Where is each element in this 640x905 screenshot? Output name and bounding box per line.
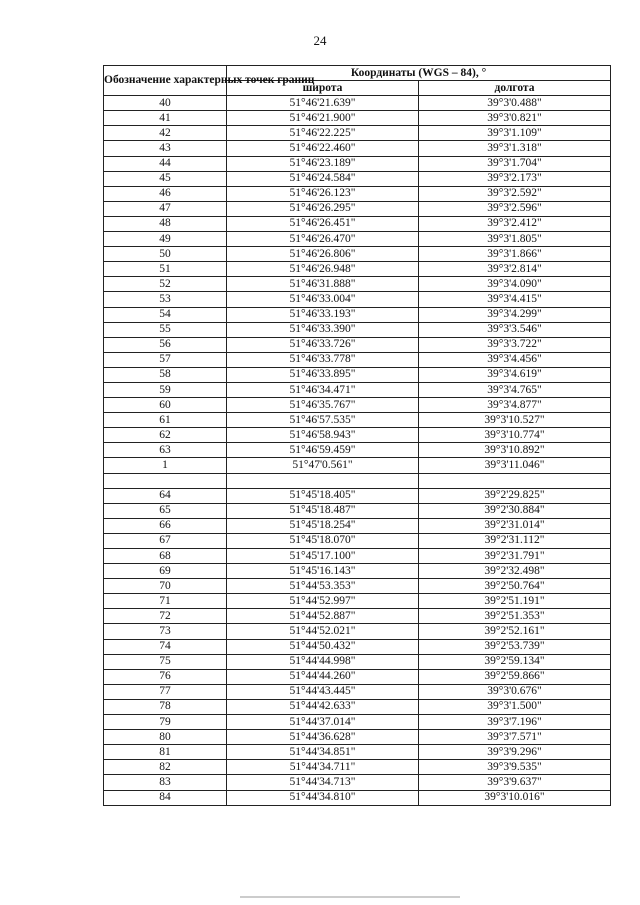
longitude-cell: 39°3'10.016": [419, 790, 611, 805]
table-row: [104, 186, 611, 201]
point-number-cell: 80: [104, 730, 227, 745]
latitude-cell: 51°44'34.713": [227, 775, 419, 790]
table-row: [104, 790, 611, 805]
latitude-cell: 51°46'35.767": [227, 398, 419, 413]
table-spacer: [104, 473, 611, 488]
table-row: [104, 413, 611, 428]
latitude-cell: 51°45'16.143": [227, 564, 419, 579]
table-row: [104, 277, 611, 292]
longitude-cell: 39°2'59.134": [419, 654, 611, 669]
latitude-cell: 51°45'18.405": [227, 488, 419, 503]
longitude-cell: 39°2'50.764": [419, 579, 611, 594]
point-number-cell: 67: [104, 533, 227, 548]
point-number-cell: 79: [104, 715, 227, 730]
latitude-cell: 51°46'33.390": [227, 322, 419, 337]
latitude-cell: 51°45'18.487": [227, 503, 419, 518]
longitude-cell: 39°2'59.866": [419, 669, 611, 684]
table-row: [104, 760, 611, 775]
table-row: [104, 594, 611, 609]
longitude-cell: 39°3'2.814": [419, 262, 611, 277]
point-number-cell: 78: [104, 699, 227, 714]
table-row: [104, 171, 611, 186]
longitude-cell: 39°3'3.546": [419, 322, 611, 337]
point-number-cell: 64: [104, 488, 227, 503]
column-header-longitude: долгота: [419, 81, 611, 96]
point-number-cell: 82: [104, 760, 227, 775]
longitude-cell: 39°3'1.805": [419, 232, 611, 247]
point-number-cell: 83: [104, 775, 227, 790]
table-row: [104, 232, 611, 247]
longitude-cell: 39°3'4.877": [419, 398, 611, 413]
point-number-cell: 72: [104, 609, 227, 624]
point-number-cell: 50: [104, 247, 227, 262]
latitude-cell: 51°44'42.633": [227, 699, 419, 714]
longitude-cell: 39°3'9.637": [419, 775, 611, 790]
latitude-cell: 51°45'18.254": [227, 518, 419, 533]
point-number-cell: 77: [104, 684, 227, 699]
table-row: [104, 745, 611, 760]
point-number-cell: 45: [104, 171, 227, 186]
point-number-cell: 58: [104, 367, 227, 382]
latitude-cell: 51°46'26.295": [227, 201, 419, 216]
longitude-cell: 39°3'2.596": [419, 201, 611, 216]
latitude-cell: 51°44'44.260": [227, 669, 419, 684]
longitude-cell: 39°3'4.619": [419, 367, 611, 382]
table-row: [104, 639, 611, 654]
latitude-cell: 51°46'33.895": [227, 367, 419, 382]
longitude-cell: 39°2'31.112": [419, 533, 611, 548]
point-number-cell: 73: [104, 624, 227, 639]
table-row: [104, 141, 611, 156]
table-row: [104, 156, 611, 171]
point-number-cell: 81: [104, 745, 227, 760]
table-row: [104, 715, 611, 730]
longitude-cell: 39°3'1.704": [419, 156, 611, 171]
point-number-cell: 40: [104, 96, 227, 111]
point-number-cell: 46: [104, 186, 227, 201]
table-row: [104, 96, 611, 111]
latitude-cell: 51°46'33.193": [227, 307, 419, 322]
point-number-cell: 54: [104, 307, 227, 322]
table-row: [104, 624, 611, 639]
table-row: [104, 518, 611, 533]
point-number-cell: 42: [104, 126, 227, 141]
table-row: [104, 684, 611, 699]
latitude-cell: 51°46'33.778": [227, 352, 419, 367]
longitude-cell: 39°3'2.412": [419, 216, 611, 231]
longitude-cell: 39°3'4.415": [419, 292, 611, 307]
longitude-cell: 39°2'31.014": [419, 518, 611, 533]
latitude-cell: 51°44'37.014": [227, 715, 419, 730]
empty-cell: [104, 473, 227, 488]
longitude-cell: 39°3'10.892": [419, 443, 611, 458]
table-row: [104, 699, 611, 714]
longitude-cell: 39°2'51.191": [419, 594, 611, 609]
longitude-cell: 39°3'1.500": [419, 699, 611, 714]
latitude-cell: 51°44'43.445": [227, 684, 419, 699]
column-header-point: Обозначение характерных точек границ: [104, 66, 227, 96]
latitude-cell: 51°47'0.561": [227, 458, 419, 473]
latitude-cell: 51°45'18.070": [227, 533, 419, 548]
table-row: [104, 307, 611, 322]
longitude-cell: 39°2'32.498": [419, 564, 611, 579]
latitude-cell: 51°44'52.021": [227, 624, 419, 639]
table-row: [104, 533, 611, 548]
point-number-cell: 53: [104, 292, 227, 307]
table-row: [104, 382, 611, 397]
point-number-cell: 75: [104, 654, 227, 669]
table-row: [104, 775, 611, 790]
latitude-cell: 51°46'26.948": [227, 262, 419, 277]
longitude-cell: 39°3'1.318": [419, 141, 611, 156]
point-number-cell: 47: [104, 201, 227, 216]
point-number-cell: 41: [104, 111, 227, 126]
point-number-cell: 57: [104, 352, 227, 367]
point-number-cell: 60: [104, 398, 227, 413]
latitude-cell: 51°44'34.851": [227, 745, 419, 760]
latitude-cell: 51°46'57.535": [227, 413, 419, 428]
latitude-cell: 51°46'22.225": [227, 126, 419, 141]
longitude-cell: 39°3'10.774": [419, 428, 611, 443]
table-row: [104, 352, 611, 367]
longitude-cell: 39°3'0.488": [419, 96, 611, 111]
latitude-cell: 51°46'59.459": [227, 443, 419, 458]
point-number-cell: 1: [104, 458, 227, 473]
point-number-cell: 66: [104, 518, 227, 533]
table-row: [104, 216, 611, 231]
point-number-cell: 71: [104, 594, 227, 609]
latitude-cell: 51°44'34.711": [227, 760, 419, 775]
table-row: [104, 398, 611, 413]
latitude-cell: 51°46'26.123": [227, 186, 419, 201]
latitude-cell: 51°44'36.628": [227, 730, 419, 745]
longitude-cell: 39°3'7.571": [419, 730, 611, 745]
point-number-cell: 55: [104, 322, 227, 337]
table-row: [104, 428, 611, 443]
longitude-cell: 39°2'30.884": [419, 503, 611, 518]
latitude-cell: 51°44'52.997": [227, 594, 419, 609]
latitude-cell: 51°46'23.189": [227, 156, 419, 171]
point-number-cell: 43: [104, 141, 227, 156]
table-row: [104, 564, 611, 579]
point-number-cell: 44: [104, 156, 227, 171]
table-body-section-b: [104, 488, 611, 805]
longitude-cell: 39°3'10.527": [419, 413, 611, 428]
point-number-cell: 51: [104, 262, 227, 277]
point-number-cell: 59: [104, 382, 227, 397]
longitude-cell: 39°2'29.825": [419, 488, 611, 503]
column-header-coordinates: Координаты (WGS – 84), °: [227, 66, 611, 81]
longitude-cell: 39°3'4.765": [419, 382, 611, 397]
point-number-cell: 65: [104, 503, 227, 518]
latitude-cell: 51°46'31.888": [227, 277, 419, 292]
longitude-cell: 39°3'11.046": [419, 458, 611, 473]
empty-cell: [419, 473, 611, 488]
longitude-cell: 39°3'7.196": [419, 715, 611, 730]
longitude-cell: 39°3'0.821": [419, 111, 611, 126]
longitude-cell: 39°3'4.456": [419, 352, 611, 367]
table-row: [104, 247, 611, 262]
column-header-latitude: широта: [227, 81, 419, 96]
latitude-cell: 51°46'22.460": [227, 141, 419, 156]
table-row: [104, 262, 611, 277]
point-number-cell: 84: [104, 790, 227, 805]
point-number-cell: 61: [104, 413, 227, 428]
latitude-cell: 51°46'21.639": [227, 96, 419, 111]
table-row: [104, 654, 611, 669]
longitude-cell: 39°3'3.722": [419, 337, 611, 352]
latitude-cell: 51°46'26.806": [227, 247, 419, 262]
table-row: [104, 579, 611, 594]
table-row: [104, 458, 611, 473]
latitude-cell: 51°46'21.900": [227, 111, 419, 126]
table-row: [104, 367, 611, 382]
latitude-cell: 51°44'34.810": [227, 790, 419, 805]
point-number-cell: 49: [104, 232, 227, 247]
longitude-cell: 39°3'2.173": [419, 171, 611, 186]
point-number-cell: 76: [104, 669, 227, 684]
table-row: [104, 488, 611, 503]
latitude-cell: 51°46'24.584": [227, 171, 419, 186]
table-row: [104, 337, 611, 352]
coordinates-table: [103, 65, 611, 806]
table-row: [104, 669, 611, 684]
longitude-cell: 39°3'1.866": [419, 247, 611, 262]
table-row: [104, 443, 611, 458]
longitude-cell: 39°2'31.791": [419, 549, 611, 564]
latitude-cell: 51°44'50.432": [227, 639, 419, 654]
latitude-cell: 51°46'33.004": [227, 292, 419, 307]
table-row: [104, 292, 611, 307]
empty-cell: [227, 473, 419, 488]
latitude-cell: 51°44'53.353": [227, 579, 419, 594]
longitude-cell: 39°3'9.535": [419, 760, 611, 775]
table-row: [104, 322, 611, 337]
point-number-cell: 62: [104, 428, 227, 443]
latitude-cell: 51°46'26.451": [227, 216, 419, 231]
longitude-cell: 39°3'0.676": [419, 684, 611, 699]
table-row: [104, 503, 611, 518]
page-number: 24: [313, 33, 327, 48]
table-row: [104, 609, 611, 624]
point-number-cell: 68: [104, 549, 227, 564]
longitude-cell: 39°3'2.592": [419, 186, 611, 201]
longitude-cell: 39°3'9.296": [419, 745, 611, 760]
point-number-cell: 69: [104, 564, 227, 579]
latitude-cell: 51°46'58.943": [227, 428, 419, 443]
footer-divider: [240, 896, 460, 898]
latitude-cell: 51°46'33.726": [227, 337, 419, 352]
table-body-section-a: [104, 96, 611, 473]
longitude-cell: 39°2'52.161": [419, 624, 611, 639]
spacer-row: [104, 473, 611, 488]
point-number-cell: 48: [104, 216, 227, 231]
table-row: [104, 126, 611, 141]
latitude-cell: 51°45'17.100": [227, 549, 419, 564]
point-number-cell: 52: [104, 277, 227, 292]
longitude-cell: 39°3'4.299": [419, 307, 611, 322]
longitude-cell: 39°3'4.090": [419, 277, 611, 292]
longitude-cell: 39°2'51.353": [419, 609, 611, 624]
table-row: [104, 111, 611, 126]
point-number-cell: 56: [104, 337, 227, 352]
point-number-cell: 70: [104, 579, 227, 594]
table-row: [104, 549, 611, 564]
table-row: [104, 201, 611, 216]
latitude-cell: 51°46'34.471": [227, 382, 419, 397]
latitude-cell: 51°44'52.887": [227, 609, 419, 624]
longitude-cell: 39°3'1.109": [419, 126, 611, 141]
latitude-cell: 51°46'26.470": [227, 232, 419, 247]
longitude-cell: 39°2'53.739": [419, 639, 611, 654]
latitude-cell: 51°44'44.998": [227, 654, 419, 669]
point-number-cell: 74: [104, 639, 227, 654]
point-number-cell: 63: [104, 443, 227, 458]
table-row: [104, 730, 611, 745]
